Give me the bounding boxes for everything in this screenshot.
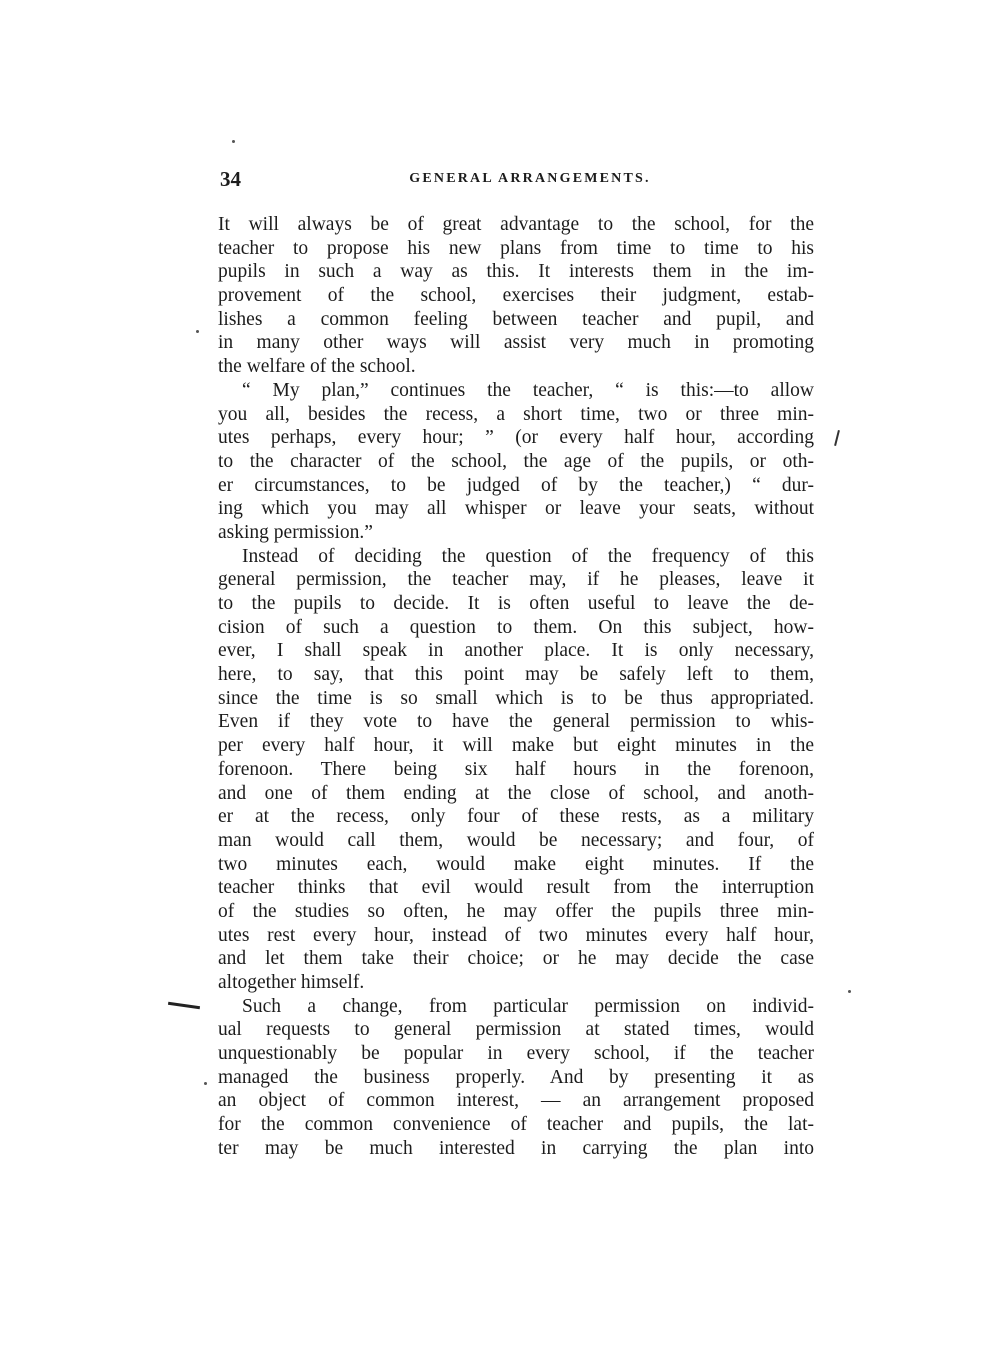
- text-line: er circumstances, to be judged of by the teacher,) “ dur-: [218, 474, 814, 496]
- margin-mark: [834, 430, 840, 446]
- text-line: man would call them, would be necessary; and four, of: [218, 829, 814, 851]
- text-line: Even if they vote to have the general permission to whis-: [218, 711, 814, 733]
- scan-speck: [848, 990, 851, 993]
- text-line: Instead of deciding the question of the frequency of this: [242, 545, 814, 567]
- text-line: ter may be much interested in carrying the plan into: [218, 1137, 814, 1159]
- text-line: Such a change, from particular permission on individ-: [242, 995, 814, 1017]
- page-header: [220, 166, 812, 192]
- text-line: cision of such a question to them. On this subject, how-: [218, 616, 814, 638]
- running-head: GENERAL ARRANGEMENTS.: [409, 171, 651, 186]
- scan-speck: [196, 330, 199, 333]
- text-line: teacher thinks that evil would result from the interruption: [218, 877, 814, 899]
- text-line: er at the recess, only four of these rests, as a military: [218, 806, 814, 828]
- page-number: 34: [220, 167, 241, 191]
- text-line: per every half hour, it will make but eight minutes in the: [218, 735, 814, 757]
- text-line: unquestionably be popular in every school, if the teacher: [218, 1043, 814, 1065]
- text-line: “ My plan,” continues the teacher, “ is this:—to allow: [242, 379, 814, 401]
- text-line: altogether himself.: [218, 972, 365, 993]
- text-line: provement of the school, exercises their judgment, estab-: [218, 285, 814, 307]
- text-line: forenoon. There being six half hours in the forenoon,: [218, 758, 814, 780]
- scan-speck: [232, 140, 235, 143]
- text-line: an object of common interest, — an arrangement proposed: [218, 1090, 814, 1112]
- text-line: utes rest every hour, instead of two minutes every half hour,: [218, 924, 814, 946]
- text-line: asking permission.”: [218, 521, 373, 543]
- text-line: teacher to propose his new plans from time to time to his: [218, 237, 814, 259]
- text-line: two minutes each, would make eight minutes. If the: [218, 853, 814, 875]
- text-line: It will always be of great advantage to the school, for the: [218, 214, 814, 235]
- text-line: ing which you may all whisper or leave your seats, without: [218, 498, 814, 520]
- text-line: here, to say, that this point may be safely left to them,: [218, 664, 814, 686]
- text-line: the welfare of the school.: [218, 356, 416, 378]
- text-line: general permission, the teacher may, if he pleases, leave it: [218, 569, 814, 591]
- text-line: since the time is so small which is to be thus appropriated.: [218, 687, 814, 709]
- scan-speck: [204, 1082, 207, 1085]
- text-line: for the common convenience of teacher and pupils, the lat-: [218, 1114, 814, 1136]
- text-line: and one of them ending at the close of school, and anoth-: [218, 782, 814, 804]
- text-line: you all, besides the recess, a short time, two or three min-: [218, 403, 814, 425]
- text-line: to the pupils to decide. It is often useful to leave the de-: [218, 593, 814, 614]
- text-line: to the character of the school, the age of the pupils, or oth-: [218, 450, 814, 472]
- text-line: ever, I shall speak in another place. It is only necessary,: [218, 640, 814, 662]
- text-line: in many other ways will assist very much in promoting: [218, 332, 814, 354]
- margin-dash: [168, 1002, 200, 1009]
- text-line: and let them take their choice; or he may decide the case: [218, 948, 814, 970]
- text-line: lishes a common feeling between teacher and pupil, and: [218, 308, 814, 330]
- text-line: managed the business properly. And by presenting it as: [218, 1066, 814, 1088]
- text-line: of the studies so often, he may offer the pupils three min-: [218, 900, 814, 922]
- text-line: utes perhaps, every hour; ” (or every half hour, according: [218, 427, 814, 449]
- text-line: ual requests to general permission at stated times, would: [218, 1019, 814, 1041]
- body-text: [218, 213, 814, 1161]
- text-line: pupils in such a way as this. It interests them in the im-: [218, 261, 814, 283]
